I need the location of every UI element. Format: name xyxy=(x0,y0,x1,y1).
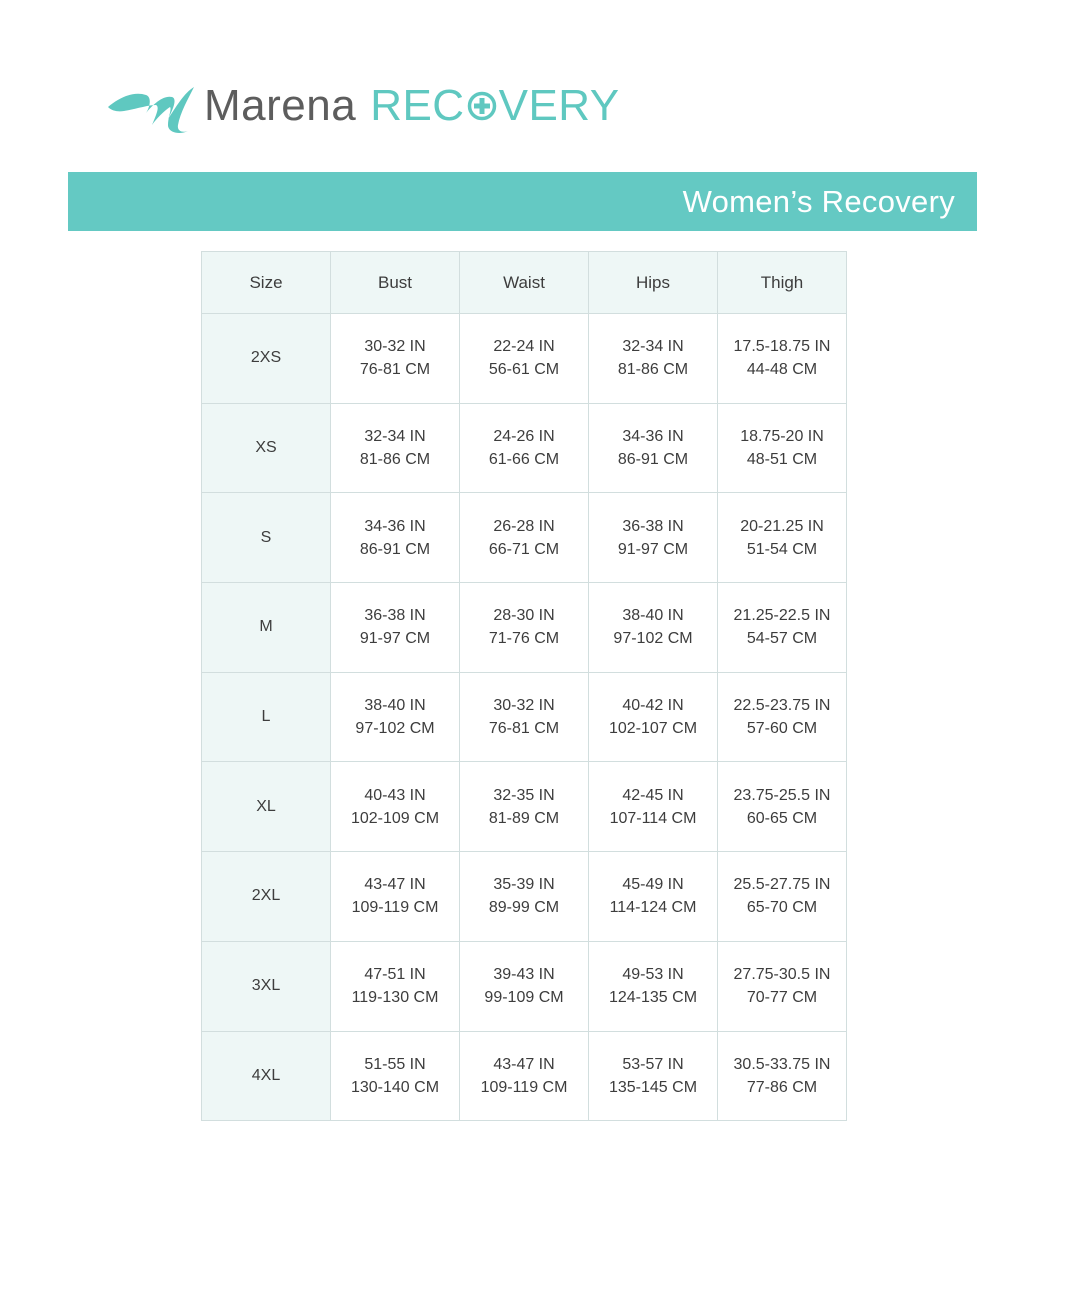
waist-centimeters: 71-76 CM xyxy=(488,630,560,648)
bust-cell xyxy=(331,672,460,762)
size-cell: 4XL xyxy=(202,1031,331,1121)
bust-inches: 36-38 IN xyxy=(364,607,426,625)
waist-cell xyxy=(460,762,589,852)
waist-inches: 28-30 IN xyxy=(493,607,555,625)
hips-centimeters: 86-91 CM xyxy=(617,451,689,469)
thigh-centimeters: 48-51 CM xyxy=(746,451,818,469)
thigh-inches: 22.5-23.75 IN xyxy=(733,697,831,715)
hips-inches: 45-49 IN xyxy=(622,876,684,894)
hips-centimeters: 114-124 CM xyxy=(609,899,697,917)
bust-centimeters: 119-130 CM xyxy=(351,989,439,1007)
size-cell: L xyxy=(202,672,331,762)
bust-cell xyxy=(331,941,460,1031)
waist-centimeters: 66-71 CM xyxy=(488,540,560,558)
category-banner xyxy=(68,172,977,231)
hips-cell xyxy=(589,1031,718,1121)
bust-cell xyxy=(331,1031,460,1121)
bust-inches: 38-40 IN xyxy=(364,697,426,715)
waist-inches: 26-28 IN xyxy=(493,517,555,535)
waist-centimeters: 109-119 CM xyxy=(480,1078,568,1096)
thigh-inches: 18.75-20 IN xyxy=(740,428,824,446)
size-cell: 3XL xyxy=(202,941,331,1031)
size-cell: 2XL xyxy=(202,852,331,942)
thigh-cell xyxy=(718,941,847,1031)
header-size: Size xyxy=(202,252,331,314)
medical-cross-icon xyxy=(467,91,497,121)
hips-cell xyxy=(589,583,718,673)
waist-centimeters: 56-61 CM xyxy=(488,361,560,379)
waist-centimeters: 76-81 CM xyxy=(488,720,560,738)
bust-cell xyxy=(331,762,460,852)
bust-centimeters: 91-97 CM xyxy=(359,630,431,648)
thigh-cell xyxy=(718,493,847,583)
thigh-inches: 30.5-33.75 IN xyxy=(733,1055,831,1073)
waist-cell xyxy=(460,1031,589,1121)
waist-inches: 39-43 IN xyxy=(493,966,555,984)
header-bust: Bust xyxy=(331,252,460,314)
table-row xyxy=(202,583,847,673)
brand-sub xyxy=(370,81,620,130)
thigh-inches: 21.25-22.5 IN xyxy=(733,607,831,625)
bust-inches: 34-36 IN xyxy=(364,517,426,535)
hips-inches: 32-34 IN xyxy=(622,338,684,356)
hips-inches: 38-40 IN xyxy=(622,607,684,625)
bust-cell xyxy=(331,403,460,493)
thigh-centimeters: 60-65 CM xyxy=(746,809,818,827)
size-cell: 2XS xyxy=(202,314,331,404)
bust-centimeters: 102-109 CM xyxy=(350,809,440,827)
hips-centimeters: 124-135 CM xyxy=(608,989,698,1007)
waist-inches: 35-39 IN xyxy=(493,876,555,894)
hips-inches: 49-53 IN xyxy=(622,966,684,984)
waist-inches: 30-32 IN xyxy=(493,697,555,715)
size-chart-table xyxy=(201,251,847,1121)
thigh-cell xyxy=(718,1031,847,1121)
brand-name: Marena xyxy=(204,81,357,130)
hips-cell xyxy=(589,493,718,583)
size-cell: XL xyxy=(202,762,331,852)
hips-centimeters: 91-97 CM xyxy=(617,540,689,558)
waist-cell xyxy=(460,941,589,1031)
waist-cell xyxy=(460,583,589,673)
bust-centimeters: 97-102 CM xyxy=(355,720,435,738)
hips-cell xyxy=(589,941,718,1031)
hips-inches: 53-57 IN xyxy=(622,1055,684,1073)
thigh-cell xyxy=(718,672,847,762)
waist-cell xyxy=(460,314,589,404)
table-header-row xyxy=(202,252,847,314)
table-row xyxy=(202,493,847,583)
size-cell: S xyxy=(202,493,331,583)
thigh-inches: 17.5-18.75 IN xyxy=(733,338,831,356)
table-row xyxy=(202,403,847,493)
waist-centimeters: 89-99 CM xyxy=(488,899,560,917)
thigh-centimeters: 51-54 CM xyxy=(746,540,818,558)
size-cell: M xyxy=(202,583,331,673)
hips-inches: 40-42 IN xyxy=(622,697,684,715)
waist-cell xyxy=(460,672,589,762)
thigh-cell xyxy=(718,583,847,673)
hips-centimeters: 97-102 CM xyxy=(613,630,693,648)
hips-centimeters: 81-86 CM xyxy=(617,361,689,379)
hips-centimeters: 107-114 CM xyxy=(609,809,697,827)
bust-cell xyxy=(331,493,460,583)
waist-inches: 22-24 IN xyxy=(493,338,555,356)
thigh-centimeters: 65-70 CM xyxy=(746,899,818,917)
thigh-cell xyxy=(718,762,847,852)
table-row xyxy=(202,762,847,852)
hips-cell xyxy=(589,672,718,762)
table-row xyxy=(202,852,847,942)
bust-inches: 32-34 IN xyxy=(364,428,426,446)
thigh-centimeters: 54-57 CM xyxy=(746,630,818,648)
size-cell: XS xyxy=(202,403,331,493)
hips-inches: 34-36 IN xyxy=(622,428,684,446)
hips-cell xyxy=(589,852,718,942)
thigh-cell xyxy=(718,852,847,942)
waist-inches: 43-47 IN xyxy=(493,1055,555,1073)
bust-cell xyxy=(331,314,460,404)
thigh-inches: 20-21.25 IN xyxy=(740,517,824,535)
hips-inches: 42-45 IN xyxy=(622,786,684,804)
brand-sub-start: REC xyxy=(370,81,465,130)
hips-cell xyxy=(589,403,718,493)
bust-centimeters: 109-119 CM xyxy=(351,899,439,917)
brand-sub-end: VERY xyxy=(498,81,620,130)
table-row xyxy=(202,1031,847,1121)
thigh-centimeters: 57-60 CM xyxy=(746,720,818,738)
waist-cell xyxy=(460,493,589,583)
hips-inches: 36-38 IN xyxy=(622,517,684,535)
bust-inches: 40-43 IN xyxy=(364,786,426,804)
bust-inches: 30-32 IN xyxy=(364,338,426,356)
thigh-centimeters: 77-86 CM xyxy=(746,1078,818,1096)
bust-centimeters: 81-86 CM xyxy=(359,451,431,469)
waist-inches: 32-35 IN xyxy=(493,786,555,804)
header-hips: Hips xyxy=(589,252,718,314)
bust-cell xyxy=(331,583,460,673)
wave-m-icon xyxy=(106,77,196,135)
bust-cell xyxy=(331,852,460,942)
bust-centimeters: 130-140 CM xyxy=(350,1078,440,1096)
waist-cell xyxy=(460,403,589,493)
banner-title: Women’s Recovery xyxy=(682,183,955,219)
waist-centimeters: 99-109 CM xyxy=(484,989,564,1007)
thigh-inches: 25.5-27.75 IN xyxy=(733,876,831,894)
brand-logo xyxy=(106,76,620,136)
bust-centimeters: 76-81 CM xyxy=(359,361,431,379)
hips-cell xyxy=(589,314,718,404)
header-thigh: Thigh xyxy=(718,252,847,314)
bust-inches: 47-51 IN xyxy=(364,966,426,984)
hips-centimeters: 135-145 CM xyxy=(608,1078,698,1096)
table-row xyxy=(202,672,847,762)
thigh-centimeters: 70-77 CM xyxy=(746,989,818,1007)
waist-centimeters: 61-66 CM xyxy=(488,451,560,469)
thigh-centimeters: 44-48 CM xyxy=(746,361,818,379)
header-waist: Waist xyxy=(460,252,589,314)
waist-inches: 24-26 IN xyxy=(493,428,555,446)
table-body xyxy=(202,314,847,1121)
table-row xyxy=(202,314,847,404)
waist-cell xyxy=(460,852,589,942)
bust-inches: 51-55 IN xyxy=(364,1055,426,1073)
thigh-inches: 27.75-30.5 IN xyxy=(733,966,831,984)
waist-centimeters: 81-89 CM xyxy=(488,809,560,827)
hips-centimeters: 102-107 CM xyxy=(608,720,698,738)
thigh-cell xyxy=(718,314,847,404)
hips-cell xyxy=(589,762,718,852)
table-row xyxy=(202,941,847,1031)
thigh-cell xyxy=(718,403,847,493)
bust-inches: 43-47 IN xyxy=(364,876,426,894)
bust-centimeters: 86-91 CM xyxy=(359,540,431,558)
thigh-inches: 23.75-25.5 IN xyxy=(733,786,831,804)
